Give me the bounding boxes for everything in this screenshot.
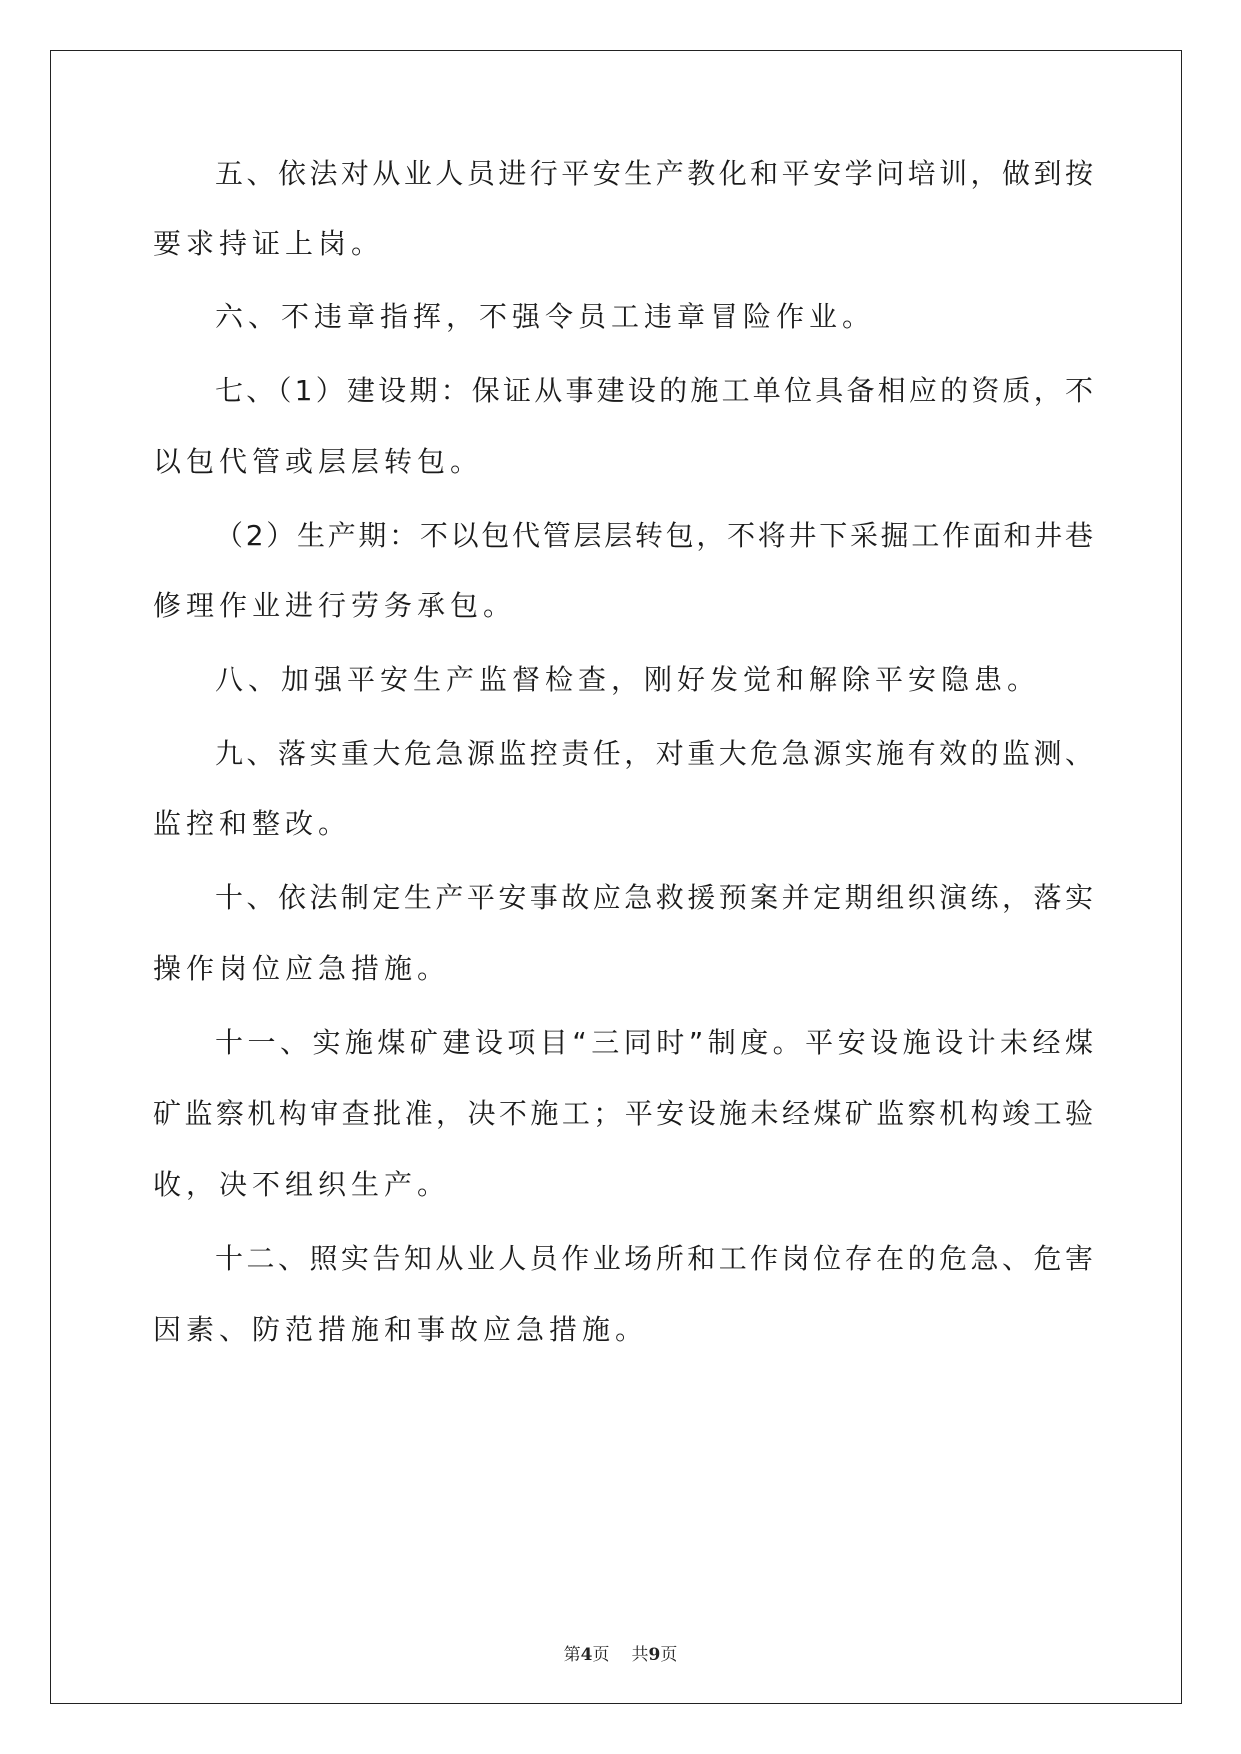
paragraph-10-line-1: 十、依法制定生产平安事故应急救援预案并定期组织演练，落实 xyxy=(215,881,1093,914)
paragraph-11-line-1: 十一、实施煤矿建设项目“三同时”制度。平安设施设计未经煤 xyxy=(215,1026,1093,1059)
paragraph-12-line-2: 因素、防范措施和事故应急措施。 xyxy=(153,1313,649,1346)
footer-page-suffix: 页 xyxy=(592,1645,610,1665)
footer-total-suffix: 页 xyxy=(660,1645,678,1665)
paragraph-11-line-2: 矿监察机构审查批准，决不施工；平安设施未经煤矿监察机构竣工验 xyxy=(153,1097,1093,1130)
paragraph-7-line-1: 七、（1）建设期：保证从事建设的施工单位具备相应的资质，不 xyxy=(215,374,1093,407)
paragraph-5-line-1: 五、依法对从业人员进行平安生产教化和平安学问培训，做到按 xyxy=(215,157,1093,190)
paragraph-8-line-1: 八、加强平安生产监督检查，刚好发觉和解除平安隐患。 xyxy=(215,663,1041,696)
paragraph-9-line-1: 九、落实重大危急源监控责任，对重大危急源实施有效的监测、 xyxy=(215,737,1093,770)
paragraph-12-line-1: 十二、照实告知从业人员作业场所和工作岗位存在的危急、危害 xyxy=(215,1242,1093,1275)
paragraph-10-line-2: 操作岗位应急措施。 xyxy=(153,952,451,985)
footer-total-pages: 9 xyxy=(648,1645,661,1665)
page-footer xyxy=(0,1640,1241,1665)
paragraph-7-line-2: 以包代管或层层转包。 xyxy=(153,445,484,478)
footer-prefix: 第 xyxy=(563,1645,581,1665)
paragraph-7-2-line-2: 修理作业进行劳务承包。 xyxy=(153,589,517,622)
footer-total-prefix: 共 xyxy=(631,1645,649,1665)
footer-page-number: 4 xyxy=(580,1645,593,1665)
paragraph-9-line-2: 监控和整改。 xyxy=(153,807,352,840)
paragraph-11-line-3: 收，决不组织生产。 xyxy=(153,1168,451,1201)
paragraph-5-line-2: 要求持证上岗。 xyxy=(153,227,385,260)
paragraph-7-2-line-1: （2）生产期：不以包代管层层转包，不将井下采掘工作面和井巷 xyxy=(215,519,1093,552)
paragraph-6-line-1: 六、不违章指挥，不强令员工违章冒险作业。 xyxy=(215,300,876,333)
